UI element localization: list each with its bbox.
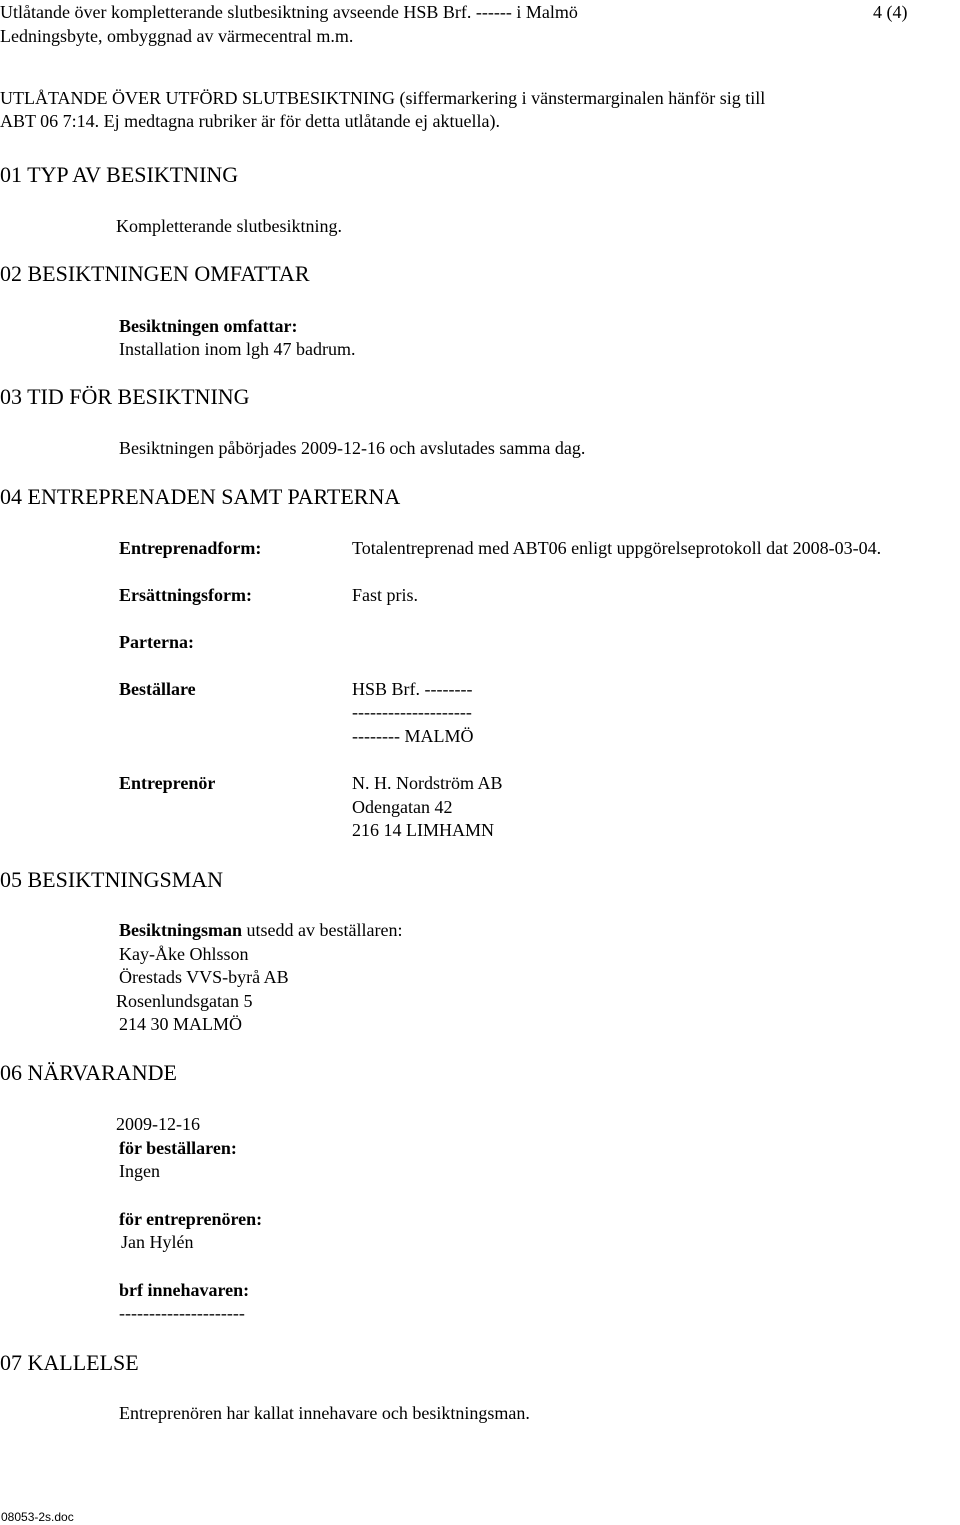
for-bestallaren-label: för beställaren: [119,1138,237,1158]
entreprenor-line-1: N. H. Nordström AB [352,773,503,793]
bestallare-line-1: HSB Brf. -------- [352,679,473,699]
section-07-text: Entreprenören har kallat innehavare och besiktningsman. [119,1403,530,1423]
intro-line-2: ABT 06 7:14. Ej medtagna rubriker är för detta utlåtande ej aktuella). [0,111,500,131]
besiktningsman-label-rest: utsedd av beställaren: [242,920,403,940]
besiktningsman-label [119,918,403,942]
ersattningsform-value: Fast pris. [352,585,419,605]
footer-filename: 08053-2s.doc [1,1510,74,1524]
section-02-label: Besiktningen omfattar: [119,316,298,336]
section-02-heading: 02 BESIKTNINGEN OMFATTAR [0,261,310,286]
section-05-heading: 05 BESIKTNINGSMAN [0,867,224,892]
section-06-heading: 06 NÄRVARANDE [0,1060,177,1085]
besiktningsman-line-1: Kay-Åke Ohlsson [119,944,249,964]
besiktningsman-line-2: Örestads VVS-byrå AB [119,967,289,987]
entreprenadform-value: Totalentreprenad med ABT06 enligt uppgörelseprotokoll dat 2008-03-04. [352,538,882,558]
besiktningsman-line-3: Rosenlundsgatan 5 [116,991,253,1011]
section-01-heading: 01 TYP AV BESIKTNING [0,162,239,187]
entreprenor-line-3: 216 14 LIMHAMN [352,820,494,840]
section-01-text: Kompletterande slutbesiktning. [116,216,342,236]
section-02-text: Installation inom lgh 47 badrum. [119,339,356,359]
for-entreprenoren-value: Jan Hylén [121,1232,194,1252]
section-03-text: Besiktningen påbörjades 2009-12-16 och avslutades samma dag. [119,438,586,458]
for-entreprenoren-label: för entreprenören: [119,1209,263,1229]
section-07-heading: 07 KALLELSE [0,1350,139,1375]
besiktningsman-line-4: 214 30 MALMÖ [119,1014,243,1034]
header-title: Utlåtande över kompletterande slutbesiktning avseende HSB Brf. ------ i Malmö [0,2,578,22]
entreprenor-line-2: Odengatan 42 [352,797,453,817]
brf-innehavaren-label: brf innehavaren: [119,1280,250,1300]
intro-line-1: UTLÅTANDE ÖVER UTFÖRD SLUTBESIKTNING (siffermarkering i vänstermarginalen hänför sig till [0,88,766,108]
brf-innehavaren-value: --------------------- [119,1303,245,1323]
section-03-heading: 03 TID FÖR BESIKTNING [0,384,250,409]
page-number: 4 (4) [873,2,908,22]
bestallare-line-3: -------- MALMÖ [352,726,474,746]
besiktningsman-label-bold: Besiktningsman [119,920,243,940]
header-subtitle: Ledningsbyte, ombyggnad av värmecentral m.m. [0,26,354,46]
entreprenor-label: Entreprenör [119,773,216,793]
bestallare-line-2: -------------------- [352,702,472,722]
parterna-label: Parterna: [119,632,194,652]
entreprenadform-label: Entreprenadform: [119,538,262,558]
narvarande-date: 2009-12-16 [116,1114,200,1134]
for-bestallaren-value: Ingen [119,1161,160,1181]
section-04-heading: 04 ENTREPRENADEN SAMT PARTERNA [0,484,401,509]
ersattningsform-label: Ersättningsform: [119,585,252,605]
bestallare-label: Beställare [119,679,196,699]
